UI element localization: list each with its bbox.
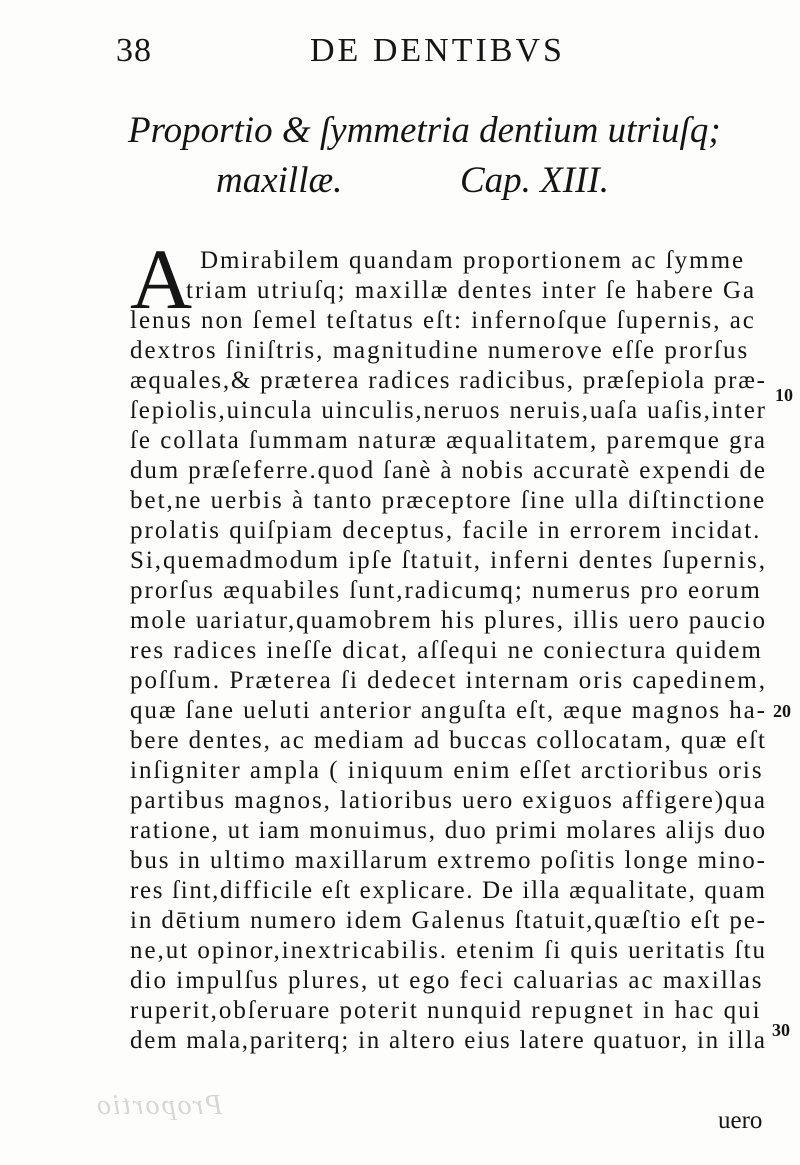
text-line: Si,quemadmodum ipſe ſtatuit, inferni dentes ſupernis,	[130, 547, 767, 574]
text-line: Dmirabilem quandam proportionem ac ſymme	[200, 247, 746, 274]
margin-line-number: 10	[775, 385, 793, 405]
text-line: ſe collata ſummam naturæ æqualitatem, paremque gra	[130, 427, 767, 454]
text-line: bere dentes, ac mediam ad buccas collocatam, quæ eſt	[130, 727, 767, 754]
text-line: dio impulſus plures, ut ego feci caluarias ac maxillas	[130, 967, 764, 994]
chapter-title-line-2: maxillæ.	[216, 160, 343, 201]
page-number: 38	[116, 32, 152, 69]
margin-line-number: 30	[772, 1020, 790, 1040]
text-line: poſſum. Præterea ſi dedecet internam oris capedinem,	[130, 667, 767, 694]
drop-cap: A	[130, 231, 193, 327]
margin-line-number: 20	[773, 701, 791, 721]
text-line: res radices ineſſe dicat, aſſequi ne coniectura quidem	[130, 637, 763, 664]
text-line: ne,ut opinor,inextricabilis. etenim ſi quis ueritatis ſtu	[130, 937, 767, 964]
text-line: ſepiolis,uincula uinculis,neruos neruis,uaſa uaſis,inter	[130, 397, 767, 424]
text-line: bet,ne uerbis à tanto præceptore ſine ulla diſtinctione	[130, 487, 767, 514]
text-line: prolatis quiſpiam deceptus, facile in errorem incidat.	[130, 517, 762, 544]
text-line: dextros ſiniſtris, magnitudine numerove eſſe prorſus	[130, 337, 750, 364]
text-line: prorſus æquabiles ſunt,radicumq; numerus pro eorum	[130, 577, 762, 604]
text-line: dum præſeferre.quod ſanè à nobis accuratè expendi de	[130, 457, 767, 484]
text-line: in dētium numero idem Galenus ſtatuit,quæſtio eſt pe-	[130, 907, 767, 934]
text-line: dem mala,pariterq; in altero eius latere quatuor, in illa	[130, 1027, 767, 1054]
text-line: quæ ſane ueluti anterior anguſta eſt, æque magnos ha-	[130, 697, 767, 724]
chapter-label: Cap. XIII.	[460, 160, 609, 201]
text-line: ruperit,obſeruare poterit nunquid repugnet in hac qui	[130, 997, 762, 1024]
text-line: mole uariatur,quamobrem his plures, illis uero paucio	[130, 607, 767, 634]
text-line: æquales,& præterea radices radicibus, præſepiola præ-	[130, 367, 767, 394]
text-line: res ſint,difficile eſt explicare. De illa æqualitate, quam	[130, 877, 767, 904]
text-line: partibus magnos, latioribus uero exiguos affigere)qua	[130, 787, 767, 814]
catchword: uero	[718, 1107, 763, 1134]
chapter-title-line-1: Proportio & ſymmetria dentium utriuſq;	[128, 110, 721, 151]
running-title: DE DENTIBVS	[310, 32, 565, 69]
running-head	[0, 28, 800, 78]
text-line: lenus non ſemel teſtatus eſt: infernoſque ſupernis, ac	[130, 307, 756, 334]
text-line: triam utriuſq; maxillæ dentes inter ſe habere Ga	[186, 277, 757, 304]
text-line: inſigniter ampla ( iniquum enim eſſet arctioribus oris	[130, 757, 764, 784]
bleed-through-text: Proportio	[95, 1090, 223, 1121]
text-line: ratione, ut iam monuimus, duo primi molares alijs duo	[130, 817, 767, 844]
text-line: bus in ultimo maxillarum extremo poſitis longe mino-	[130, 847, 767, 874]
